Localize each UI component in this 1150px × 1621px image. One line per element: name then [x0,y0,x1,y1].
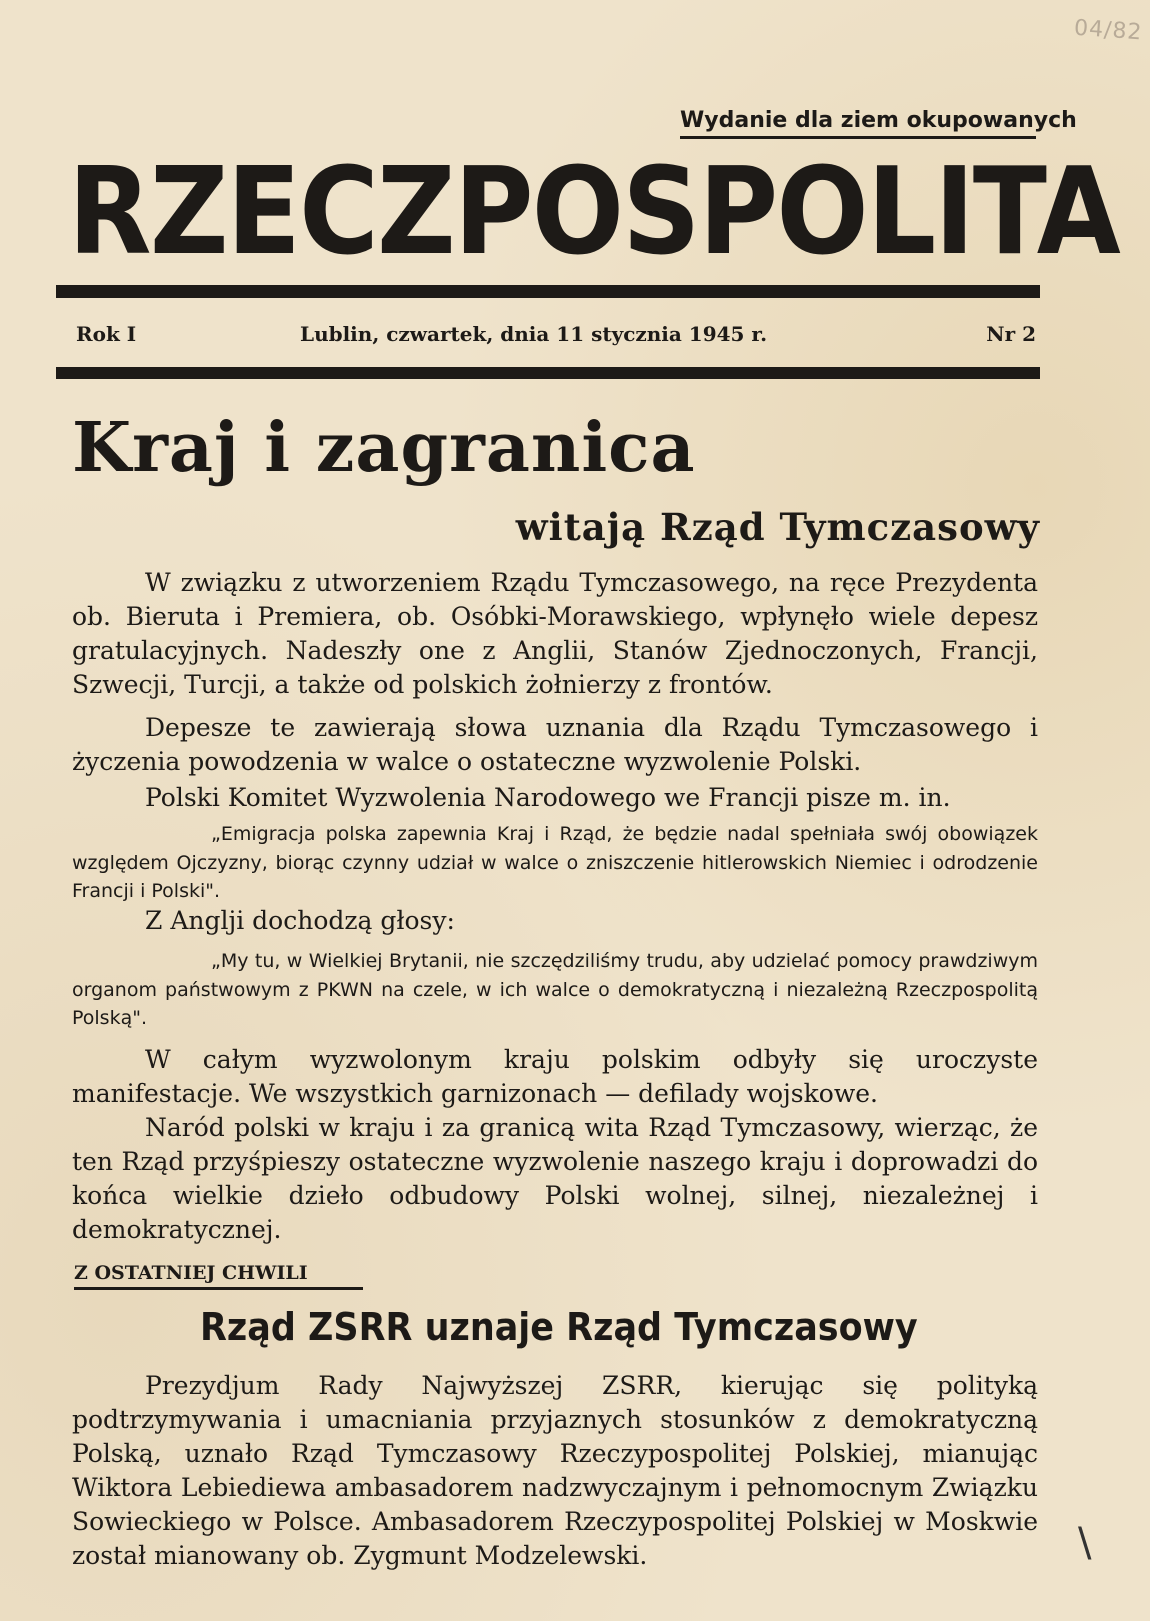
dateline [76,322,1036,352]
article-paragraph: Depesze te zawierają słowa uznania dla Rządu Tymczasowego i życzenia powodzenia w walce o ostateczne wyzwolenie Polski. [72,713,1038,776]
margin-pencil-mark: \ [1078,1520,1092,1566]
archive-handwritten-note: 04/82 [1072,15,1143,46]
article-intro-line: Z Anglji dochodzą głosy: [145,906,455,935]
article-paragraph: W związku z utworzeniem Rządu Tymczasowego, na ręce Prezydenta ob. Bieruta i Premiera, ob. Osóbki-Morawskiego, wpłynęło wiele depesz gratulacyjnych. Nadeszły one z Anglii, Stanów Zjednoczonych, Francji, Szwecji, Turcji, a także od polskich żołnierzy z frontów. [72,568,1038,699]
article-paragraph: W całym wyzwolonym kraju polskim odbyły się uroczyste manifestacje. We wszystkich garnizonach — defilady wojskowe. [72,1045,1038,1108]
article-headline: Rząd ZSRR uznaje Rząd Tymczasowy [200,1305,918,1349]
edition-label: Wydanie dla ziem okupowanych [680,108,1036,139]
date-label: Lublin, czwartek, dnia 11 stycznia 1945 r. [300,322,768,346]
article-headline: Kraj i zagranica [72,408,696,488]
article-subhead: witają Rząd Tymczasowy [515,505,1040,549]
masthead-rule [56,285,1040,298]
masthead-title: RZECZPOSPOLITA [68,143,1120,282]
issue-number: Nr 2 [986,322,1036,346]
article-paragraph: Prezydjum Rady Najwyższej ZSRR, kierując się polityką podtrzymywania i umacniania przyjaznych stosunków z demokratyczną Polską, uznało Rząd Tymczasowy Rzeczypospolitej Polskiej, mianując Wiktora Lebiediewa ambasadorem nadzwyczajnym i pełnomocnym Związku Sowieckiego w Polsce. Ambasadorem Rzeczypospolitej Polskiej w Moskwie został mianowany ob. Zygmunt Modzelewski. [72,1371,1038,1570]
article-paragraph: Naród polski w kraju i za granicą wita Rząd Tymczasowy, wierząc, że ten Rząd przyśpieszy ostateczne wyzwolenie naszego kraju i doprowadzi do końca wielkie dzieło odbudowy Polski wolnej, silnej, niezależnej i demokratycznej. [72,1113,1038,1244]
dateline-rule [56,367,1040,379]
year-label: Rok I [76,322,137,346]
section-label: Z OSTATNIEJ CHWILI [74,1262,363,1290]
article-paragraph: Polski Komitet Wyzwolenia Narodowego we Francji pisze m. in. [145,783,951,812]
article-quote: „My tu, w Wielkiej Brytanii, nie szczędziliśmy trudu, aby udzielać pomocy prawdziwym organom państwowym z PKWN na czele, w ich walce o demokratyczną i niezależną Rzeczpospolitą Polską". [72,950,1038,1029]
article-quote: „Emigracja polska zapewnia Kraj i Rząd, że będzie nadal spełniała swój obowiązek względem Ojczyzny, biorąc czynny udział w walce o zniszczenie hitlerowskich Niemiec i odrodzenie Francji i Polski". [72,823,1038,902]
